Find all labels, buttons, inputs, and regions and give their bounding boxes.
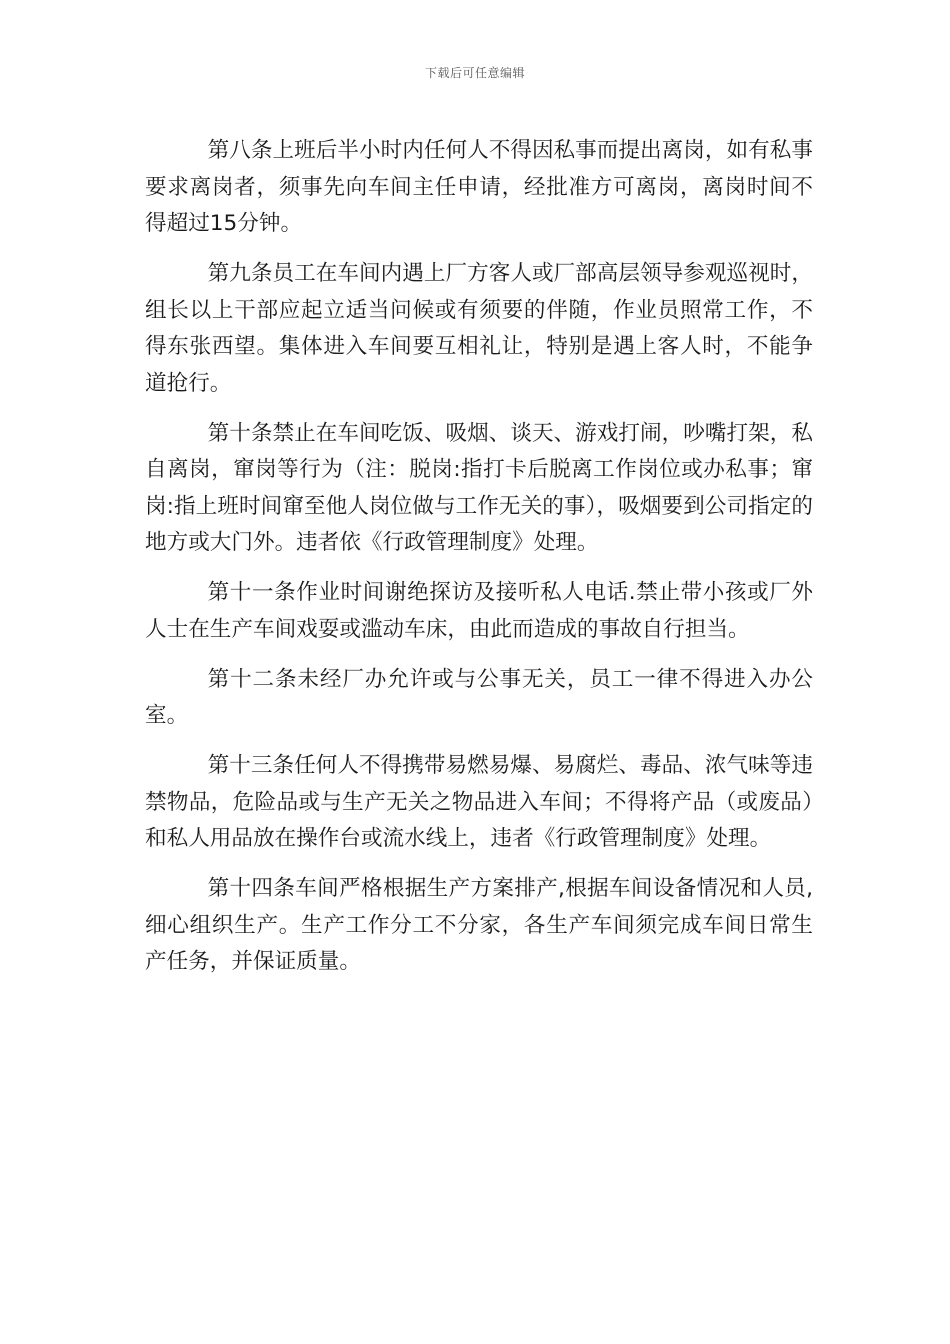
article-9-paragraph: 第九条员工在车间内遇上厂方客人或厂部高层领导参观巡视时，组长以上干部应起立适当问候或有须要的伴随，作业员照常工作，不得东张西望。集体进入车间要互相礼让，特别是遇上客人时，不能争道抢行。 bbox=[145, 261, 813, 396]
article-14-paragraph: 第十四条车间严格根据生产方案排产,根据车间设备情况和人员,细心组织生产。生产工作分工不分家，各生产车间须完成车间日常生产任务，并保证质量。 bbox=[145, 876, 813, 974]
article-8-paragraph: 第八条上班后半小时内任何人不得因私事而提出离岗，如有私事要求离岗者，须事先向车间主任申请，经批准方可离岗，离岗时间不得超过15分钟。 bbox=[145, 138, 813, 236]
article-10-paragraph: 第十条禁止在车间吃饭、吸烟、谈天、游戏打闹，吵嘴打架，私自离岗，窜岗等行为（注：脱岗:指打卡后脱离工作岗位或办私事；窜岗:指上班时间窜至他人岗位做与工作无关的事），吸烟要到公司指定的地方或大门外。违者依《行政管理制度》处理。 bbox=[145, 420, 813, 555]
article-13-paragraph: 第十三条任何人不得携带易燃易爆、易腐烂、毒品、浓气味等违禁物品，危险品或与生产无关之物品进入车间；不得将产品（或废品）和私人用品放在操作台或流水线上，违者《行政管理制度》处理。 bbox=[145, 753, 813, 851]
page-header: 下载后可任意编辑 bbox=[424, 66, 525, 80]
article-12-paragraph: 第十二条未经厂办允许或与公事无关，员工一律不得进入办公室。 bbox=[145, 666, 813, 728]
article-11-paragraph: 第十一条作业时间谢绝探访及接听私人电话.禁止带小孩或厂外人士在生产车间戏耍或滥动车床，由此而造成的事故自行担当。 bbox=[145, 580, 813, 642]
document-body bbox=[145, 133, 813, 994]
